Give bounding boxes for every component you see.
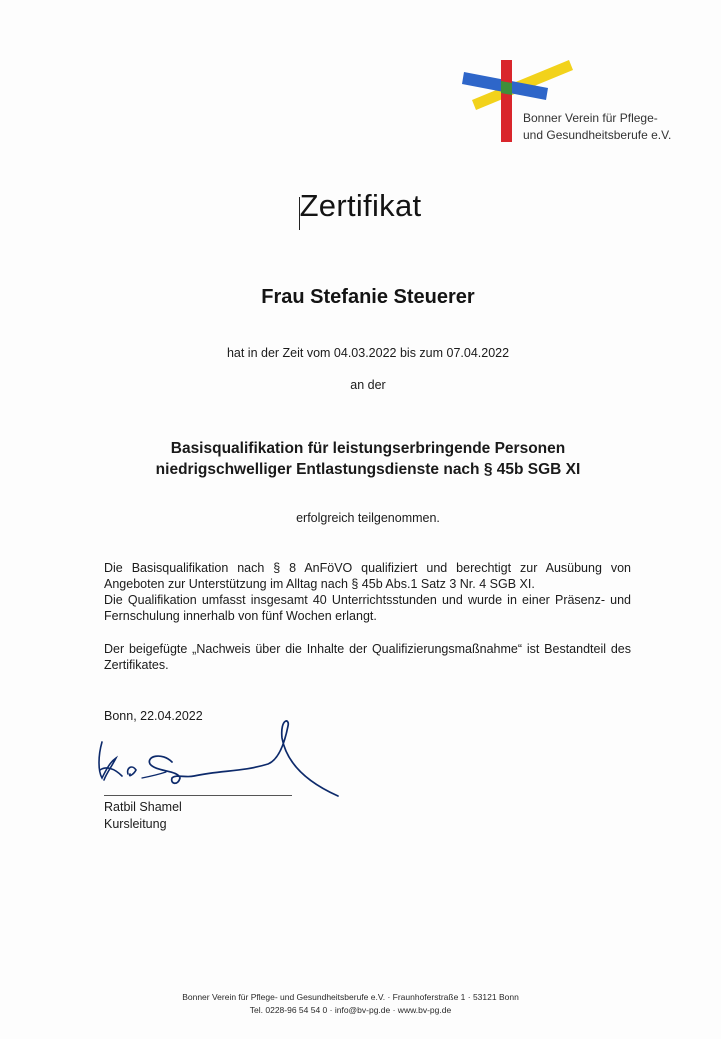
body-paragraph-1: Die Basisqualifikation nach § 8 AnFöVO qualifiziert und berechtigt zur Ausübung von Angeboten zur Unterstützung im Alltag nach § 45b Abs.1 Satz 3 Nr. 4 SGB XI.	[104, 561, 631, 591]
signer-name: Ratbil Shamel	[104, 800, 182, 814]
course-title-line-1: Basisqualifikation für leistungserbringende Personen	[170, 440, 566, 457]
organization-name	[523, 110, 671, 144]
course-period: hat in der Zeit vom 04.03.2022 bis zum 07.04.2022	[226, 346, 510, 360]
organization-logo	[462, 58, 712, 148]
body-paragraph-3: Der beigefügte „Nachweis über die Inhalte der Qualifizierungsmaßnahme“ ist Bestandteil des Zertifikates.	[104, 642, 631, 672]
text-cursor	[299, 197, 300, 230]
page-footer	[0, 991, 701, 1017]
connector-text: an der	[350, 378, 386, 392]
footer-contact: Tel. 0228-96 54 54 0 · info@bv-pg.de · www.bv-pg.de	[249, 1005, 452, 1015]
document-title: Zertifikat	[299, 188, 422, 223]
signer-role: Kursleitung	[104, 817, 167, 831]
footer-address: Bonner Verein für Pflege- und Gesundheitsberufe e.V. · Fraunhoferstraße 1 · 53121 Bonn	[182, 992, 519, 1002]
handwritten-signature	[92, 716, 352, 806]
logo-red-bar	[501, 60, 512, 142]
logo-green-overlap	[501, 81, 512, 95]
place-and-date: Bonn, 22.04.2022	[104, 709, 203, 723]
recipient-name: Frau Stefanie Steuerer	[261, 286, 475, 308]
course-title	[0, 438, 721, 480]
signature-line	[104, 795, 292, 796]
qualification-description	[104, 560, 631, 624]
org-name-line-2: und Gesundheitsberufe e.V.	[523, 128, 672, 142]
result-text: erfolgreich teilgenommen.	[296, 511, 440, 525]
course-title-line-2: niedrigschwelliger Entlastungsdienste nach § 45b SGB XI	[155, 461, 581, 478]
org-name-line-1: Bonner Verein für Pflege-	[523, 111, 658, 125]
signer-info	[104, 799, 182, 833]
body-paragraph-2: Die Qualifikation umfasst insgesamt 40 Unterrichtsstunden und wurde in einer Präsenz- und Fernschulung innerhalb von fünf Wochen erlangt.	[104, 593, 631, 623]
attachment-note	[104, 641, 631, 673]
